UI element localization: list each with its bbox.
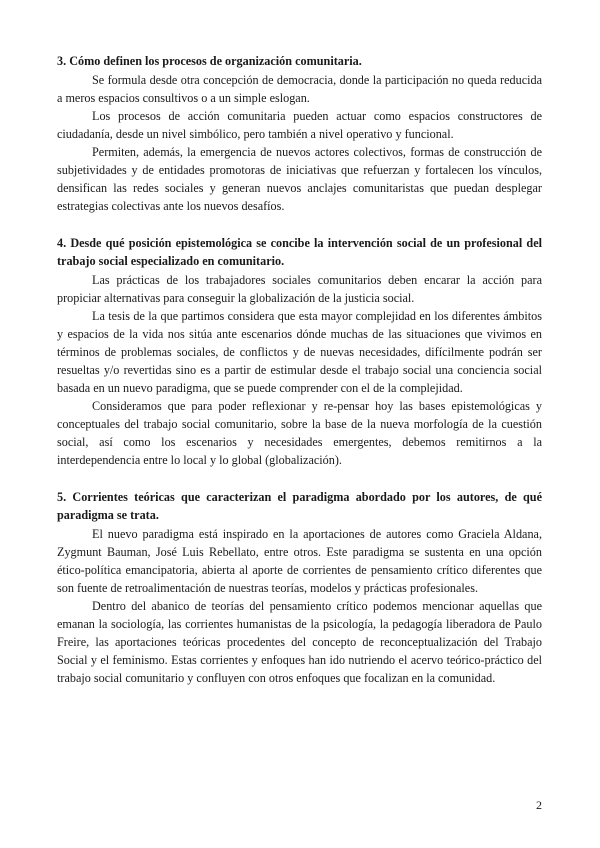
paragraph: Permiten, además, la emergencia de nuevos actores colectivos, formas de construcción de subjetividades y de entidades promotoras de iniciativas que refuerzan y fortalecen los vínculos, densifican las redes sociales y generan nuevos anclajes comunitaristas que puedan desplegar estrategias colectivas ante los nuevos desafíos. <box>57 145 542 213</box>
paragraph: Las prácticas de los trabajadores sociales comunitarios deben encarar la acción para propiciar alternativas para conseguir la globalización de la justicia social. <box>57 273 542 305</box>
paragraph: La tesis de la que partimos considera que esta mayor complejidad en los diferentes ámbitos y espacios de la vida nos sitúa ante escenarios dónde muchas de las situaciones que vivimos en términos de problemas sociales, de conflictos y de nuevas necesidades, difícilmente podrán ser resueltas y/o revertidas sino es a partir de estimular desde el trabajo social una conciencia social basada en un nuevo paradigma, que se puede comprender con el de la complejidad. <box>57 309 542 395</box>
section-heading: 5. Corrientes teóricas que caracterizan el paradigma abordado por los autores, de qué paradigma se trata. <box>57 490 542 522</box>
paragraph: Se formula desde otra concepción de democracia, donde la participación no queda reducida a meros espacios consultivos o a un simple eslogan. <box>57 73 542 105</box>
page-number: 2 <box>536 798 542 812</box>
paragraph: Consideramos que para poder reflexionar y re-pensar hoy las bases epistemológicas y conceptuales del trabajo social comunitario, sobre la base de la nueva morfología de la cuestión social, así como los escenarios y necesidades emergentes, debemos remitirnos a la interdependencia entre lo local y lo global (globalización). <box>57 399 542 467</box>
paragraph: El nuevo paradigma está inspirado en la aportaciones de autores como Graciela Aldana, Zygmunt Bauman, José Luis Rebellato, entre otros. Este paradigma se sustenta en una opción ético-política emancipatoria, abierta al aporte de corrientes de pensamiento crítico diferentes que son fuente de retroalimentación de nuestras teorías, modelos y prácticas profesionales. <box>57 527 542 595</box>
section-5 <box>57 488 542 687</box>
document-page <box>57 52 542 706</box>
section-heading: 3. Cómo definen los procesos de organización comunitaria. <box>57 54 362 68</box>
section-4 <box>57 234 542 469</box>
paragraph: Dentro del abanico de teorías del pensamiento crítico podemos mencionar aquellas que emanan la sociología, las corrientes humanistas de la psicología, la pedagogía liberadora de Paulo Freire, las aportaciones teóricas procedentes del concepto de reconceptualización del Trabajo Social y el feminismo. Estas corrientes y enfoques han ido nutriendo el acervo teórico-práctico del trabajo social comunitario y confluyen con otros enfoques que focalizan en la comunidad. <box>57 599 542 685</box>
paragraph: Los procesos de acción comunitaria pueden actuar como espacios constructores de ciudadanía, desde un nivel simbólico, pero también a nivel operativo y funcional. <box>57 109 542 141</box>
section-heading: 4. Desde qué posición epistemológica se concibe la intervención social de un profesional del trabajo social especializado en comunitario. <box>57 236 542 268</box>
section-3 <box>57 52 542 215</box>
